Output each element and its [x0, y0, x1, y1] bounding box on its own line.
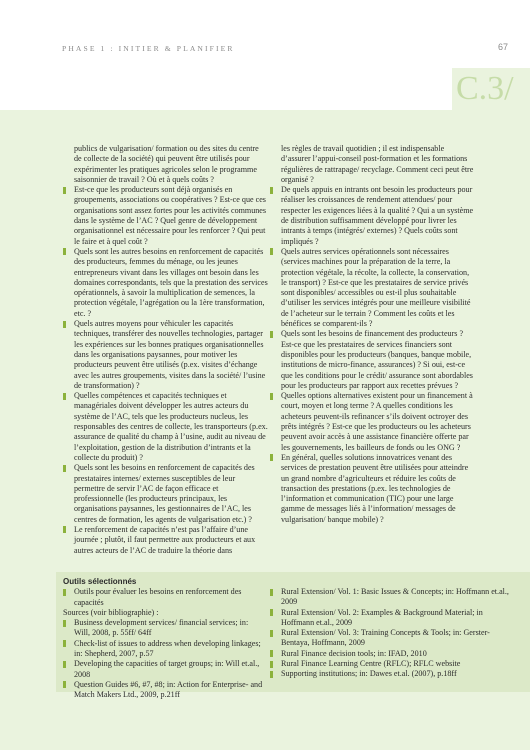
list-item: Quels autres services opérationnels sont nécessaires (services machines pour la préparation de la terre, la protection végétale, la récolte, la collecte, la conservation, le transport) ? Est-ce que les prestataires de service privés sont disponibles/ accessibles ou est-il plus souhaitable d’utiliser les services intégrés pour une meilleure visibilité de l’acheteur sur le terrain ? Comment les coûts et les bénéfices se comparent-ils ?: [270, 247, 475, 329]
right-intro-text: les règles de travail quotidien ; il est indispensable d’assurer l’appui-conseil post-formation et les formations régulières de rattrapage/ recyclage. Comment ceci peut être organisé ?: [281, 144, 474, 184]
bullet-marker: [270, 187, 273, 194]
list-item: Quelles compétences et capacités techniques et managériales doivent développer les autres acteurs du système de l’AC, tels que les producteurs nucleus, les responsables des centres de collecte, les transporteurs (p.ex. assurance de qualité du champ à l’usine, audit au niveau de l’exploitation, gestion de la distribution d’intrants et la collecte du produit) ?: [63, 391, 268, 463]
page-number: 67: [497, 42, 508, 52]
bullet-marker: [63, 248, 66, 255]
bullet-marker: [270, 650, 273, 657]
tool-item: Question Guides #6, #7, #8; in: Action for Enterprise- and Match Makers Ltd., 2009, p.21ff: [63, 680, 263, 701]
section-tab-label: C.3/: [456, 70, 514, 107]
sources-label: Sources (voir bibliographie) :: [63, 607, 159, 617]
bullet-marker: [63, 589, 66, 596]
left-column: [63, 144, 268, 556]
bullet-marker: [270, 248, 273, 255]
bullet-marker: [63, 321, 66, 328]
tool-item: Developing the capacities of target groups; in: Will et.al., 2008: [63, 659, 263, 680]
bullet-marker: [63, 620, 66, 627]
phase-label: PHASE 1 : INITIER & PLANIFIER: [62, 44, 235, 53]
list-item: De quels appuis en intrants ont besoin les producteurs pour réaliser les croissances de rendement attendues/ pour respecter les exigences liées à la qualité ? Qui a un système de distribution suffisamment développé pour livrer les intrants à temps (intégrés/ externes) ? Quels coûts sont impliqués ?: [270, 185, 475, 247]
bullet-marker: [63, 661, 66, 668]
page-header: [0, 0, 530, 110]
bullet-marker: [63, 681, 66, 688]
tool-item: Rural Extension/ Vol. 3: Training Concepts & Tools; in: Gerster-Bentaya, Hoffmann, 2009: [270, 628, 510, 649]
tool-item: Rural Extension/ Vol. 1: Basic Issues & Concepts; in: Hoffmann et.al., 2009: [270, 587, 510, 608]
list-item: Quels autres moyens pour véhiculer les capacités techniques, transférer des nouvelles technologies, partager les expériences sur les bonnes pratiques organisationnelles dans les organisations paysannes, pour motiver les producteurs peuvent être utilisés (p.ex. visites d’échange avec les autres groupements, visites dans la société/ l’usine de transformation) ?: [63, 319, 268, 391]
bullet-marker: [63, 640, 66, 647]
list-item: Quels sont les autres besoins en renforcement de capacités des producteurs, femmes du ménage, ou les jeunes entrepreneurs vivant dans les villages ont besoin dans les domaines correspondants, tels que la prestation des services opérationnels, à savoir la multiplication de semences, la protection végétale, l’agrégation ou la 1ère transformation, etc. ?: [63, 247, 268, 319]
list-item: En général, quelles solutions innovatrices venant des services de prestation peuvent être utilisées pour atteindre un grand nombre d’agriculteurs et réduire les coûts de transaction des prestations (p.ex. les technologies de l’information et communication (TIC) pour une large gamme de messages liés à l’information/ messages de vulgarisation/ banque mobile) ?: [270, 453, 475, 525]
tool-item: Supporting institutions; in: Dawes et.al. (2007), p.18ff: [270, 669, 510, 679]
bullet-marker: [270, 454, 273, 461]
right-column: [270, 144, 475, 525]
bullet-marker: [270, 671, 273, 678]
tool-item: Rural Extension/ Vol. 2: Examples & Background Material; in Hoffmann et.al., 2009: [270, 608, 510, 629]
list-item: Quels sont les besoins en renforcement de capacités des prestataires internes/ externes susceptibles de leur permettre de servir l’AC de façon efficace et professionnelle (les producteurs principaux, les organisations paysannes, les gestionnaires de l’AC, les centres de formation, les agents de vulgarisation etc.) ?: [63, 463, 268, 525]
list-item: Quels sont les besoins de financement des producteurs ? Est-ce que les prestataires de services financiers sont disponibles pour les producteurs (banques, banque mobile, institutions de micro-finance, assurances) ? Si oui, est-ce que les conditions pour le crédit/ assurance sont abordables pour les producteurs par rapport aux recettes prévues ?: [270, 329, 475, 391]
list-item: Est-ce que les producteurs sont déjà organisés en groupements, associations ou coopératives ? Est-ce que ces organisations sont assez fortes pour les activités communes dans le système de l’AC ? Quel genre de développement organisationnel est nécessaire pour les renforcer ? Qui peut le faire et à quel coût ?: [63, 185, 268, 247]
bullet-marker: [270, 589, 273, 596]
list-item: Le renforcement de capacités n’est pas l’affaire d’une journée ; plutôt, il faut permettre aux producteurs et aux autres acteurs de l’AC de traduire la théorie dans: [63, 525, 268, 556]
tool-item: Rural Finance decision tools; in: IFAD, 2010: [270, 649, 510, 659]
bullet-marker: [63, 526, 66, 533]
tools-right-column: [270, 587, 510, 680]
bullet-marker: [270, 609, 273, 616]
bullet-marker: [270, 630, 273, 637]
bullet-marker: [63, 393, 66, 400]
bullet-marker: [270, 331, 273, 338]
tools-heading: Outils sélectionnés: [63, 577, 137, 586]
bullet-marker: [63, 187, 66, 194]
tool-item: Check-list of issues to address when developing linkages; in: Shepherd, 2007, p.57: [63, 639, 263, 660]
tools-left-column: [63, 577, 263, 701]
bullet-marker: [63, 465, 66, 472]
bullet-marker: [270, 393, 273, 400]
left-intro-text: publics de vulgarisation/ formation ou des sites du centre de collecte de la société) qui peuvent être utilisés pour expérimenter les pratiques agricoles selon le programme saisonnier de travail ? Où et à quels coûts ?: [74, 144, 259, 184]
tool-item: Rural Finance Learning Centre (RFLC); RFLC website: [270, 659, 510, 669]
bullet-marker: [270, 661, 273, 668]
tool-item: Outils pour évaluer les besoins en renforcement des capacités: [63, 587, 263, 608]
tool-item: Business development services/ financial services; in: Will, 2008, p. 55ff/ 64ff: [63, 618, 263, 639]
list-item: Quelles options alternatives existent pour un financement à court, moyen et long terme ? A quelles conditions les acheteurs peuvent-ils refinancer s’ils doivent octroyer des prêts intégrés ? Est-ce que les producteurs ou les acheteurs peuvent avoir accès à une assistance financière offerte par les gouvernements, les bailleurs de fonds ou les ONG ?: [270, 391, 475, 453]
